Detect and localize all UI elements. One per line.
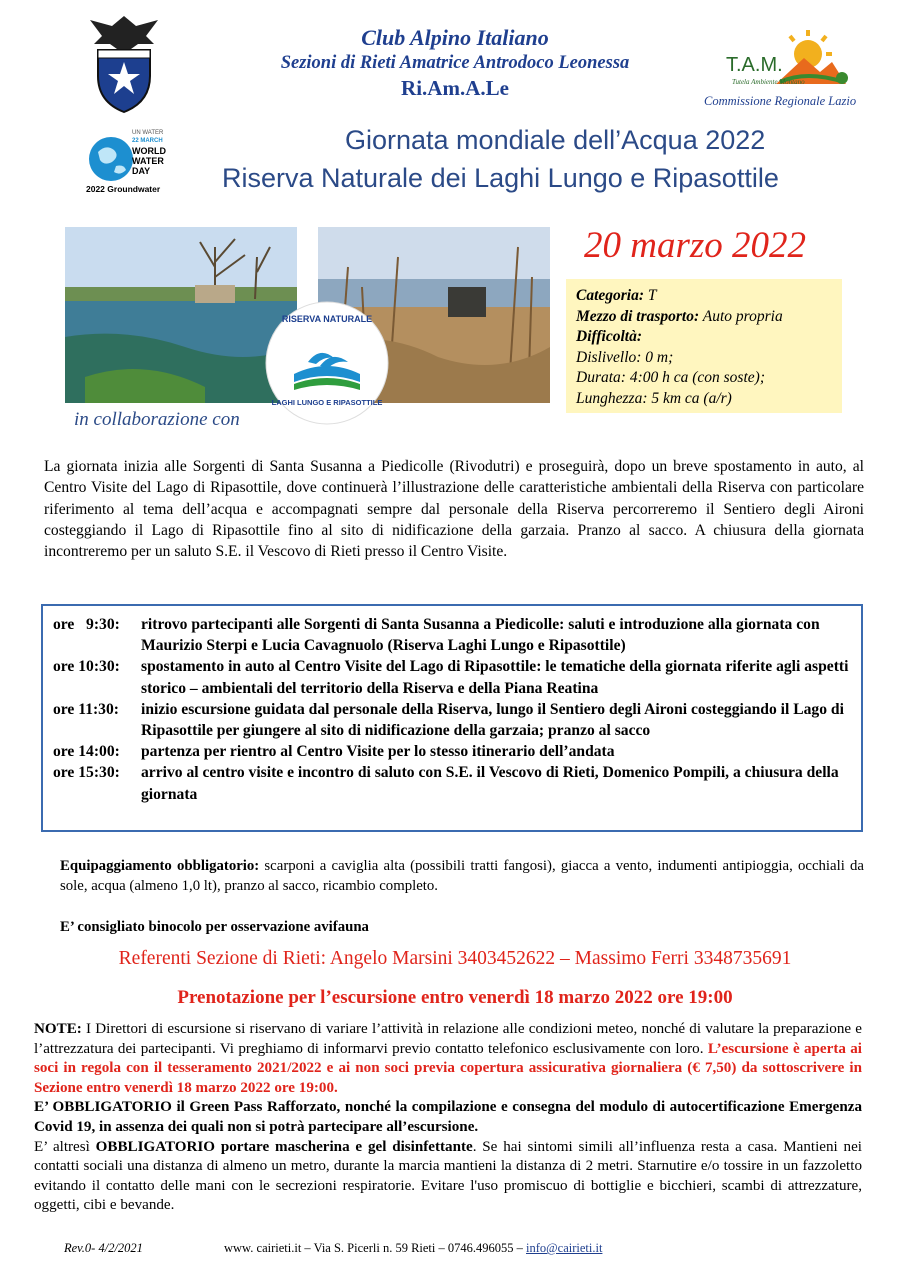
event-title-line1: Giornata mondiale dell’Acqua 2022: [345, 125, 766, 155]
note-p3-c: . Se hai sintomi simili all’influenza resta a casa. Mantieni nei contatti sociali una distanza di almeno un metro, durante la marcia mantieni la distanza di 2 metri. Starnutire e/o tossire in un fazzoletto evitando il contatto delle mani con le secrezioni respiratorie. Evitare l'uso promiscuo di bottiglie e bicchieri, scambi di attrezzature, oggetti, cibi e bevande.: [34, 1138, 862, 1214]
categoria-row: [576, 286, 832, 307]
program-box: [41, 604, 863, 832]
program-row: [53, 699, 851, 741]
durata: Durata: 4:00 h ca (con soste);: [576, 369, 765, 386]
footer-email-link[interactable]: info@cairieti.it: [526, 1241, 603, 1255]
note-p3-a: E’ altresì: [34, 1138, 96, 1155]
program-time: ore 11:30:: [53, 700, 119, 718]
program-row: [53, 614, 851, 656]
club-name: Club Alpino Italiano: [361, 25, 549, 50]
wwd-line5: DAY: [132, 166, 151, 176]
program-row: [53, 762, 851, 804]
note-membership: L’escursione è aperta ai soci in regola con il tesseramento 2021/2022 e ai non soci previa copertura assicurativa giornaliera (€ 7,50) da sottoscrivere in Sezione entro venerdì 18 marzo 2022 ore 19:00.: [34, 1040, 862, 1096]
wwd-line6: 2022 Groundwater: [86, 184, 161, 194]
program-text: partenza per rientro al Centro Visite per lo stesso itinerario dell’andata: [141, 743, 615, 761]
note-paragraph-2: E’ OBBLIGATORIO il Green Pass Rafforzato, nonché la compilazione e consegna del modulo di autocertificazione Emergenza Covid 19, in assenza dei quali non si potrà partecipare all’escursione.: [34, 1099, 862, 1135]
program-row: [53, 741, 851, 762]
event-date: 20 marzo 2022: [584, 225, 807, 266]
footer-contact: [224, 1241, 602, 1256]
mezzo-value: Auto propria: [699, 307, 783, 325]
footer-contact-text: www. cairieti.it – Via S. Picerli n. 59 Rieti – 0746.496055 –: [224, 1241, 526, 1255]
collaboration-label: in collaborazione con: [74, 409, 240, 430]
note-paragraph-1: [34, 1020, 862, 1098]
note-label: NOTE:: [34, 1021, 82, 1037]
wwd-line2: 22 MARCH: [132, 138, 163, 144]
lunghezza: Lunghezza: 5 km ca (a/r): [576, 389, 732, 407]
note-section: [34, 1020, 862, 1216]
note-text: I Direttori di escursione si riservano di variare l’attività in relazione alle condizioni meteo, nonché di valutare la preparazione e l’attrezzatura dei partecipanti. Vi preghiamo di informarvi previo contatto telefonico esclusivamente con loro.: [34, 1021, 862, 1057]
wwd-line4: WATER: [132, 156, 164, 166]
tam-logo-sub: Tutela Ambiente Montano: [732, 78, 805, 86]
tam-caption: Commissione Regionale Lazio: [704, 94, 857, 108]
booking-deadline: Prenotazione per l’escursione entro venerdì 18 marzo 2022 ore 19:00: [177, 987, 733, 1008]
info-box: [566, 279, 842, 413]
note-p3-b: OBBLIGATORIO portare mascherina e gel disinfettante: [95, 1138, 473, 1155]
mezzo-row: [576, 307, 832, 328]
categoria-label: Categoria:: [576, 287, 645, 304]
riserva-logo-bottom: LAGHI LUNGO E RIPASOTTILE: [271, 398, 383, 407]
program-text: spostamento in auto al Centro Visite del Lago di Ripasottile: le tematiche della giornata riferite agli aspetti storico – ambientali del territorio della Riserva e della Piana Reatina: [141, 658, 849, 697]
riserva-logo: [264, 300, 390, 426]
program-time: ore 10:30:: [53, 658, 120, 676]
wwd-line3: WORLD: [132, 146, 166, 156]
tam-logo-text: T.A.M.: [726, 54, 783, 76]
program-text: inizio escursione guidata dal personale della Riserva, lungo il Sentiero degli Aironi costeggiando il Lago di Ripasottile per giungere al sito di nidificazione della garzaia; pranzo al sacco: [141, 700, 844, 740]
categoria-value: T: [644, 287, 657, 304]
equipment-paragraph: [60, 856, 864, 896]
event-title-line2: Riserva Naturale dei Laghi Lungo e Ripasottile: [222, 163, 779, 193]
program-time: ore 9:30:: [53, 616, 120, 633]
program-text: ritrovo partecipanti alle Sorgenti di Santa Susanna a Piedicolle: saluti e introduzione alla giornata con Maurizio Sterpi e Lucia Cavagnuolo (Riserva Laghi Lungo e Ripasottile): [141, 616, 820, 655]
dislivello: Dislivello: 0 m;: [576, 348, 674, 366]
note-paragraph-3: [34, 1138, 862, 1216]
program-text: arrivo al centro visite e incontro di saluto con S.E. il Vescovo di Rieti, Domenico Pompili, a chiusura della giornata: [141, 764, 839, 803]
equipment-text: scarponi a caviglia alta (possibili tratti fangosi), giacca a vento, indumenti antipioggia, occhiali da sole, acqua (almeno 1,0 lt), pranzo al sacco, ricambio completo.: [60, 858, 864, 894]
program-time: ore 14:00:: [53, 743, 120, 761]
referents: Referenti Sezione di Rieti: Angelo Marsini 3403452622 – Massimo Ferri 3348735691: [118, 948, 792, 969]
equipment-label: Equipaggiamento obbligatorio:: [60, 858, 260, 874]
wwd-line1: UN WATER: [132, 130, 164, 136]
globe-icon: [86, 134, 136, 184]
difficolta-label: Difficoltà:: [576, 328, 643, 345]
photo-sorgenti: [65, 227, 297, 403]
mezzo-label: Mezzo di trasporto:: [576, 307, 700, 325]
binocular-note: E’ consigliato binocolo per osservazione avifauna: [60, 919, 369, 935]
program-row: [53, 656, 851, 698]
sections-name: Sezioni di Rieti Amatrice Antrodoco Leonessa: [280, 53, 630, 73]
footer-rev: Rev.0- 4/2/2021: [64, 1241, 143, 1255]
world-water-day-logo: [86, 128, 178, 196]
program-time: ore 15:30:: [53, 764, 120, 782]
acronym: Ri.Am.A.Le: [401, 76, 509, 100]
riserva-logo-top: RISERVA NATURALE: [281, 314, 373, 324]
intro-paragraph: La giornata inizia alle Sorgenti di Santa Susanna a Piedicolle (Rivodutri) e proseguirà, dopo un breve spostamento in auto, al Centro Visite del Lago di Ripasottile, dove continuerà l’illustrazione delle caratteristiche ambientali della Riserva con particolare riferimento al tema dell’acqua e accompagnati sempre dal personale della Riserva percorreremo il Sentiero degli Aironi costeggiando il Lago di Ripasottile fino al sito di nidificazione della garzaia. Pranzo al sacco. A chiusura della giornata incontreremo per un saluto S.E. il Vescovo di Rieti presso il Centro Visite.: [44, 458, 864, 561]
